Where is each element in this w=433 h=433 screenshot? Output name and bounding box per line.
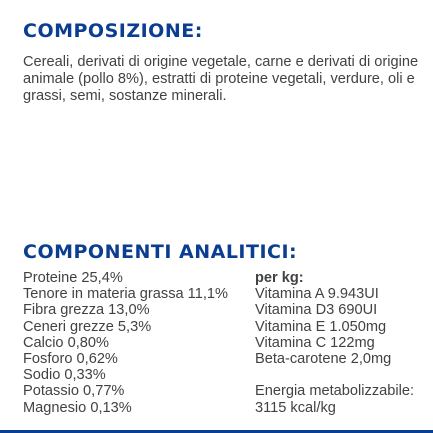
analytical-item-protein: Proteine 25,4% xyxy=(23,270,123,286)
analytical-item-ash: Ceneri grezze 5,3% xyxy=(23,318,152,335)
analytical-item-potassium: Potassio 0,77% xyxy=(23,383,125,400)
per-kg-label: per kg: xyxy=(255,270,304,286)
additive-vitamin-c: Vitamina C 122mg xyxy=(255,334,375,351)
composition-text: Cereali, derivati di origine vegetale, carne e derivati di origine animale (pollo 8%), estratti di proteine vegetali, verdure, oli e grassi, semi, sostanze minerali. xyxy=(23,54,419,104)
energy-value: 3115 kcal/kg xyxy=(255,399,336,416)
spacer xyxy=(255,367,414,383)
analytical-components-title: COMPONENTI ANALITICI: xyxy=(23,241,298,263)
additive-beta-carotene: Beta-carotene 2,0mg xyxy=(255,350,392,367)
analytical-list xyxy=(23,270,228,416)
additives-list xyxy=(255,270,414,416)
composition-title: COMPOSIZIONE: xyxy=(23,20,203,42)
analytical-item-calcium: Calcio 0,80% xyxy=(23,334,109,351)
additive-vitamin-d3: Vitamina D3 690UI xyxy=(255,302,378,319)
additive-vitamin-e: Vitamina E 1.050mg xyxy=(255,318,387,335)
analytical-item-phosphorus: Fosforo 0,62% xyxy=(23,350,118,367)
energy-label: Energia metabolizzabile: xyxy=(255,383,414,400)
analytical-item-magnesium: Magnesio 0,13% xyxy=(23,399,132,416)
analytical-item-fat: Tenore in materia grassa 11,1% xyxy=(23,286,228,303)
analytical-item-sodium: Sodio 0,33% xyxy=(23,367,106,384)
analytical-item-fibre: Fibra grezza 13,0% xyxy=(23,302,150,319)
additive-vitamin-a: Vitamina A 9.943UI xyxy=(255,286,379,303)
